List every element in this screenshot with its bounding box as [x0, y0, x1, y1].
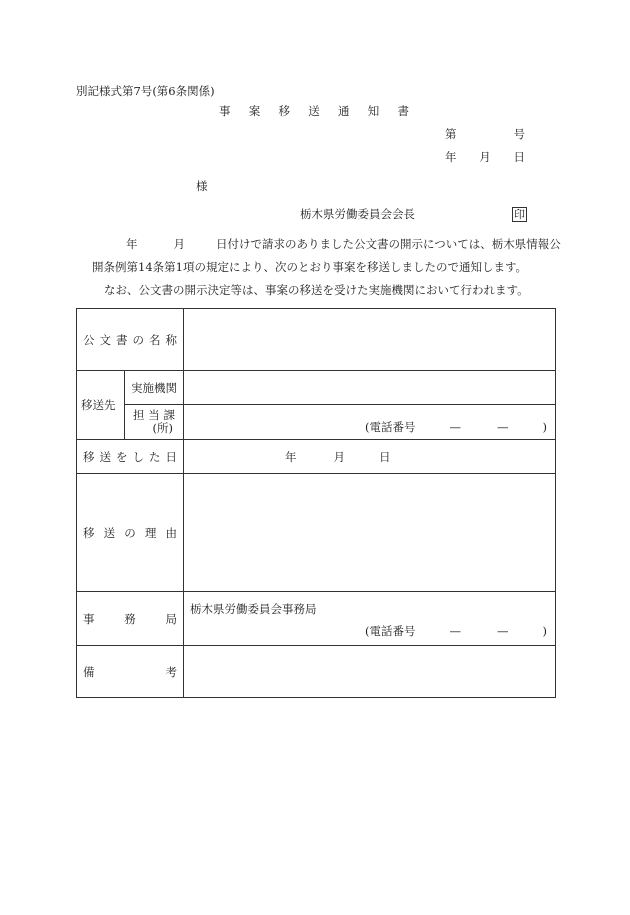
- label-char: 日: [165, 449, 177, 464]
- label-char: 送: [103, 525, 116, 540]
- sender-name: 栃木県労働委員会会長: [300, 207, 415, 221]
- label-char: 移: [83, 449, 95, 464]
- date-day: 日: [513, 150, 525, 164]
- reason-value[interactable]: [184, 474, 556, 592]
- phone-label: (電話番号: [365, 624, 416, 638]
- phone-dash: —: [497, 624, 509, 638]
- body-month: 月: [173, 237, 185, 251]
- title-char: 移: [278, 104, 290, 118]
- phone-dash: —: [449, 624, 461, 638]
- form-reference: 別記様式第7号(第6条関係): [76, 84, 215, 98]
- label-char: の: [132, 332, 144, 347]
- label-char: 称: [165, 332, 177, 347]
- agency-label: 実施機関: [125, 371, 184, 405]
- row-agency: [77, 371, 556, 405]
- row-document-name: [77, 309, 556, 371]
- row-office: [77, 592, 556, 646]
- label-char: た: [149, 449, 161, 464]
- document-number: [445, 129, 525, 141]
- label-char: の: [124, 525, 136, 540]
- department-value[interactable]: [184, 405, 556, 440]
- transfer-date-day: 日: [379, 449, 391, 464]
- phone-dash: —: [449, 420, 461, 434]
- remarks-value[interactable]: [184, 646, 556, 698]
- row-department: [77, 405, 556, 440]
- label-char: し: [132, 449, 144, 464]
- label-char: 局: [165, 611, 177, 626]
- body-line-2: 開条例第14条第1項の規定により、次のとおり事案を移送しましたので通知します。: [92, 260, 528, 274]
- label-char: 移: [83, 525, 95, 540]
- transfer-date-month: 月: [333, 449, 345, 464]
- label-char: 名: [149, 332, 161, 347]
- body-line-1: [126, 239, 561, 251]
- label-char: 課: [163, 407, 175, 422]
- label-char: 由: [165, 525, 177, 540]
- label-char: 書: [116, 332, 128, 347]
- title-char: 通: [338, 104, 350, 118]
- date-year: 年: [445, 150, 457, 164]
- title-char: 案: [248, 104, 261, 118]
- number-prefix: 第: [445, 127, 457, 141]
- label-char: 担: [133, 407, 145, 422]
- label-char: 理: [144, 525, 157, 540]
- label-char: 当: [148, 407, 160, 422]
- row-reason: [77, 474, 556, 592]
- addressee-suffix: 様: [196, 179, 208, 193]
- label-char: 事: [83, 611, 95, 626]
- row-transfer-date: [77, 440, 556, 474]
- label-char: 送: [99, 449, 111, 464]
- phone-dash: —: [497, 420, 509, 434]
- label-char: 備: [83, 664, 95, 679]
- transfer-form-table: [76, 308, 556, 698]
- doc-name-label: [77, 309, 184, 371]
- department-sub-label: (所): [152, 421, 173, 435]
- office-label: [77, 592, 184, 646]
- body-year: 年: [126, 237, 138, 251]
- phone-close: ): [542, 624, 547, 638]
- label-char: 公: [83, 332, 95, 347]
- label-char: 務: [124, 611, 136, 626]
- agency-value[interactable]: [184, 371, 556, 405]
- label-char: 考: [165, 664, 177, 679]
- title-char: 知: [367, 104, 380, 118]
- title-char: 送: [308, 104, 320, 118]
- title-char: 書: [397, 104, 409, 118]
- remarks-label: [77, 646, 184, 698]
- seal-mark: 印: [514, 208, 525, 221]
- transfer-date-year: 年: [285, 449, 297, 464]
- phone-close: ): [542, 420, 547, 434]
- body-line-3: なお、公文書の開示決定等は、事案の移送を受けた実施機関において行われます。: [104, 283, 529, 297]
- phone-label: (電話番号: [365, 420, 416, 434]
- document-date: [445, 152, 525, 164]
- number-suffix: 号: [513, 127, 525, 141]
- title-char: 事: [219, 104, 231, 118]
- transfer-to-label: 移送先: [77, 371, 125, 440]
- label-char: を: [116, 449, 128, 464]
- document-title: [219, 106, 409, 118]
- date-month: 月: [479, 150, 491, 164]
- office-phone: [365, 623, 547, 639]
- label-char: 文: [99, 332, 111, 347]
- body-text: 日付けで請求のありました公文書の開示については、栃木県情報公: [216, 237, 561, 251]
- office-value-cell[interactable]: [184, 592, 556, 646]
- transfer-date-label: [77, 440, 184, 474]
- office-value: 栃木県労働委員会事務局: [190, 602, 317, 616]
- row-remarks: [77, 646, 556, 698]
- department-label: [125, 405, 184, 440]
- transfer-date-value[interactable]: [184, 440, 556, 474]
- department-phone: [365, 419, 547, 435]
- reason-label: [77, 474, 184, 592]
- doc-name-value[interactable]: [184, 309, 556, 371]
